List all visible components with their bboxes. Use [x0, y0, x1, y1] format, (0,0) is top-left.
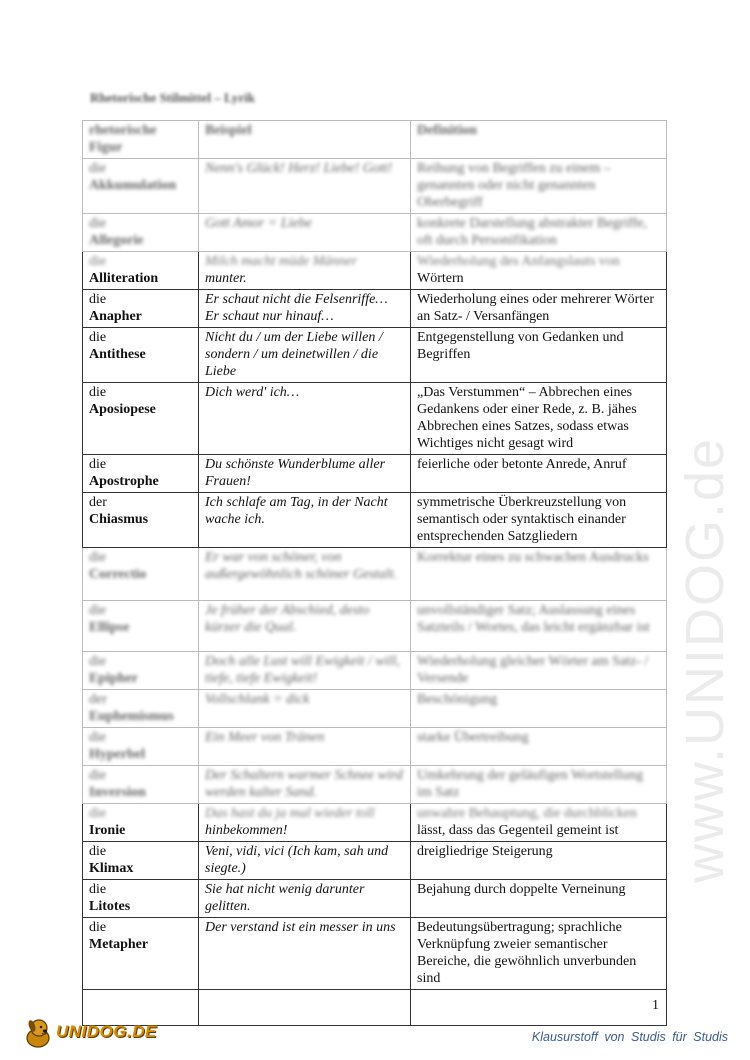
footer-tagline: Klausurstoff von Studis für Studis: [531, 1030, 728, 1044]
table-row: die Hyperbel Ein Meer von Tränen starke Übertreibung: [83, 728, 667, 766]
table-row: die Klimax Veni, vidi, vici (Ich kam, sah und siegte.) dreigliedrige Steigerung: [83, 842, 667, 880]
table-row: die Ironie Das hast du ja mal wieder toll hinbekommen! unwahre Behauptung, die durchblicken lässt, dass das Gegenteil gemeint ist: [83, 804, 667, 842]
logo-text: UNIDOG.DE: [56, 1022, 157, 1041]
table-row: die Aposiopese Dich werd' ich… „Das Verstummen“ – Abbrechen eines Gedankens oder einer Rede, z. B. jähes Abbrechen eines Satzes, sodass etwas Wichtiges nicht gesagt wird: [83, 383, 667, 455]
table-row: die Anapher Er schaut nicht die Felsenriffe… Er schaut nur hinauf… Wiederholung eines oder mehrerer Wörter an Satz- / Versanfängen: [83, 290, 667, 328]
table-row: die Allegorie Gott Amor = Liebe konkrete Darstellung abstrakter Begriffe, oft durch Personifikation: [83, 214, 667, 252]
table-row: die Litotes Sie hat nicht wenig darunter gelitten. Bejahung durch doppelte Verneinung: [83, 880, 667, 918]
table-row: die Ellipse Je früher der Abschied, desto kürzer die Qual. unvollständiger Satz; Auslassung eines Satzteils / Wortes, das leicht ergänzbar ist: [83, 601, 667, 652]
table-row: die Correctio Er war von schöner, von außergewöhnlich schöner Gestalt. Korrektur eines zu schwachen Ausdrucks: [83, 548, 667, 601]
empty-table-row: [83, 990, 667, 1026]
table-row: der Euphemismus Vollschlank = dick Beschönigung: [83, 690, 667, 728]
table-row: die Antithese Nicht du / um der Liebe willen / sondern / um deinetwillen / die Liebe Entgegenstellung von Gedanken und Begriffen: [83, 328, 667, 383]
header-definition: Definition: [411, 121, 667, 159]
table-row: die Epipher Doch alle Lust will Ewigkeit / will, tiefe, tiefe Ewigkeit! Wiederholung gleicher Wörter am Satz- / Versende: [83, 652, 667, 690]
page-title: Rhetorische Stilmittel – Lyrik: [90, 90, 256, 105]
dog-mascot-icon: [22, 1016, 56, 1050]
table-row: die Apostrophe Du schönste Wunderblume aller Frauen! feierliche oder betonte Anrede, Anruf: [83, 455, 667, 493]
table-row: die Metapher Der verstand ist ein messer in uns Bedeutungsübertragung; sprachliche Verknüpfung zweier semantischer Bereiche, die gewöhnlich unverbunden sind: [83, 918, 667, 990]
watermark: www.UNIDOG.de: [675, 436, 735, 884]
header-figur: rhetorische Figur: [83, 121, 199, 159]
table-header-row: [83, 121, 667, 159]
table-row: der Chiasmus Ich schlafe am Tag, in der Nacht wache ich. symmetrische Überkreuzstellung von semantisch oder syntaktisch einander entsprechenden Satzgliedern: [83, 493, 667, 548]
page-number: 1: [652, 998, 659, 1013]
table-row: die Akkumulation Nenn's Glück! Herz! Liebe! Gott! Reihung von Begriffen zu einem – genannten oder nicht genannten Oberbegriff: [83, 159, 667, 214]
unidog-logo: [22, 1016, 157, 1052]
table-row: die Inversion Der Schaltern warmer Schnee wird werden kalter Sand. Umkehrung der geläufigen Wortstellung im Satz: [83, 766, 667, 804]
table-row: die Alliteration Milch macht müde Männer munter. Wiederholung des Anfangslauts von Wörtern: [83, 252, 667, 290]
stilmittel-table: [82, 120, 667, 1026]
header-beispiel: Beispiel: [199, 121, 411, 159]
